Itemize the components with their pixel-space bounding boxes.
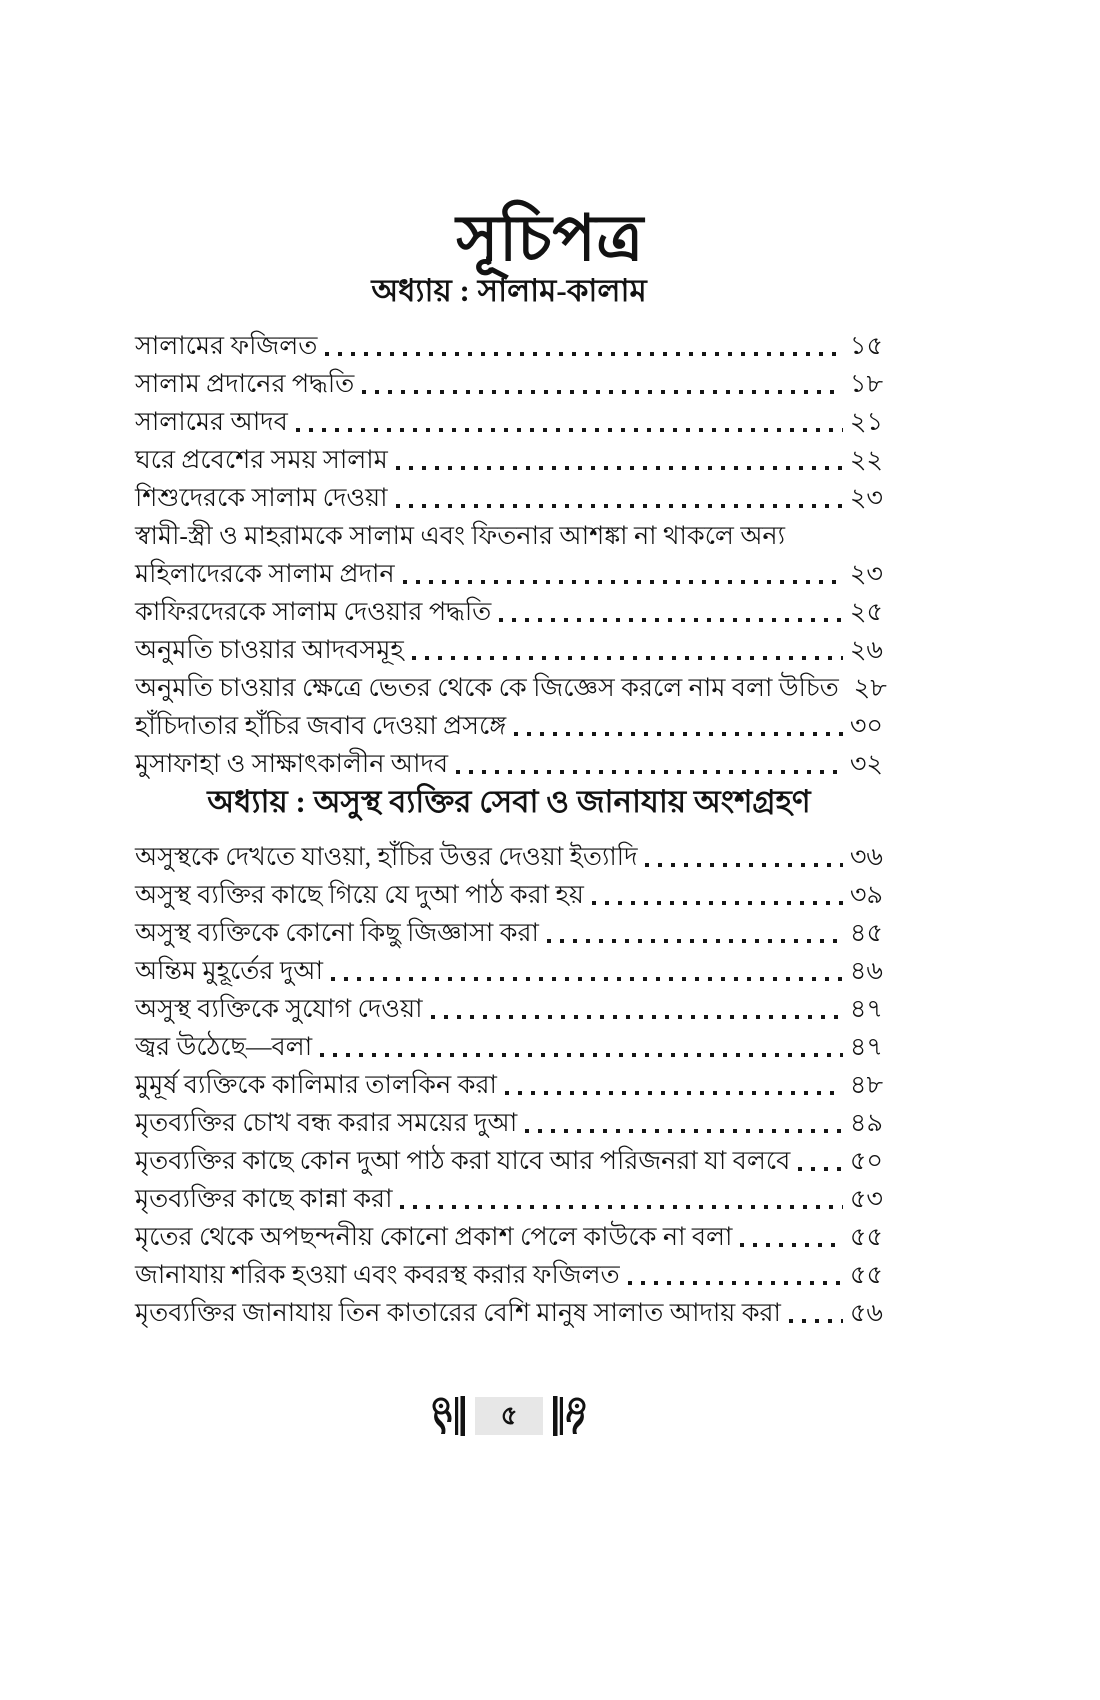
dot-leader [514, 732, 843, 736]
dot-leader [547, 939, 843, 943]
toc-list [135, 327, 887, 783]
dot-leader [431, 1015, 844, 1019]
toc-entry-label: মৃতের থেকে অপছন্দনীয় কোনো প্রকাশ পেলে কাউকে না বলা [135, 1221, 733, 1251]
toc-entry-label: মুসাফাহা ও সাক্ষাৎকালীন আদব [135, 748, 449, 778]
toc-entry-label: অনুমতি চাওয়ার আদবসমূহ [135, 634, 404, 664]
dot-leader [331, 977, 843, 981]
toc-sections [135, 272, 887, 1332]
toc-entry [135, 1028, 883, 1066]
toc-entry [135, 593, 883, 631]
toc-entry [135, 990, 883, 1028]
toc-entry-label: অসুস্থ ব্যক্তির কাছে গিয়ে যে দুআ পাঠ করা হয় [135, 879, 584, 909]
toc-entry-label: অসুস্থ ব্যক্তিকে সুযোগ দেওয়া [135, 993, 423, 1023]
toc-entry-page-number: ৪৫ [849, 917, 883, 947]
footer-page-number: ৫ [475, 1397, 544, 1435]
toc-entry [135, 1104, 883, 1142]
toc-entry-label: জ্বর উঠেছে—বলা [135, 1031, 313, 1061]
dot-leader [789, 1319, 843, 1323]
toc-entry-page-number: ৫০ [849, 1145, 883, 1175]
toc-entry [135, 1218, 883, 1256]
toc-entry-page-number: ৩০ [849, 710, 883, 740]
toc-entry [135, 1256, 883, 1294]
toc-entry [135, 914, 883, 952]
toc-entry-label: অন্তিম মুহূর্তের দুআ [135, 955, 323, 985]
toc-entry-label: মৃতব্যক্তির চোখ বন্ধ করার সময়ের দুআ [135, 1107, 518, 1137]
toc-list [135, 838, 883, 1332]
toc-entry [135, 403, 883, 441]
toc-entry [135, 1294, 883, 1332]
dot-leader [456, 770, 843, 774]
toc-entry-label: মুমূর্ষ ব্যক্তিকে কালিমার তালকিন করা [135, 1069, 497, 1099]
dot-leader [740, 1243, 843, 1247]
dot-leader [798, 1167, 843, 1171]
toc-entry [135, 631, 883, 669]
toc-entry-page-number: ৫৩ [849, 1183, 883, 1213]
toc-entry [135, 327, 883, 365]
toc-entry-label: অনুমতি চাওয়ার ক্ষেত্রে ভেতর থেকে কে জিজ্ঞেস করলে নাম বলা উচিত [135, 672, 839, 702]
dot-leader [628, 1281, 843, 1285]
toc-entry-label: সালামের আদব [135, 406, 288, 436]
dot-leader [499, 618, 843, 622]
toc-entry [135, 1180, 883, 1218]
toc-entry-page-number: ১৫ [849, 330, 883, 360]
toc-entry [135, 555, 883, 593]
dot-leader [403, 580, 843, 584]
toc-entry-first-line: স্বামী-স্ত্রী ও মাহরামকে সালাম এবং ফিতনার আশঙ্কা না থাকলে অন্য [135, 520, 786, 550]
page-title: সূচিপত্র [456, 203, 644, 274]
toc-entry-page-number: ২২ [849, 444, 883, 474]
toc-entry-page-number: ৪৭ [849, 1031, 883, 1061]
toc-entry [135, 365, 883, 403]
toc-entry-page-number: ৫৬ [849, 1297, 883, 1327]
toc-entry-page-number: ৩৯ [849, 879, 883, 909]
toc-entry-label: জানাযায় শরিক হওয়া এবং কবরস্থ করার ফজিলত [135, 1259, 620, 1289]
section-heading: অধ্যায় : সালাম-কালাম [371, 273, 647, 309]
toc-entry-page-number: ৩৬ [849, 841, 883, 871]
toc-entry-label: কাফিরদেরকে সালাম দেওয়ার পদ্ধতি [135, 596, 492, 626]
toc-entry-page-number: ৫৫ [849, 1259, 883, 1289]
dot-leader [412, 656, 843, 660]
toc-entry [135, 952, 883, 990]
toc-entry-page-number: ৩২ [849, 748, 883, 778]
toc-entry-label: হাঁচিদাতার হাঁচির জবাব দেওয়া প্রসঙ্গে [135, 710, 507, 740]
dot-leader [592, 901, 843, 905]
toc-entry-label: মৃতব্যক্তির জানাযায় তিন কাতারের বেশি মানুষ সালাত আদায় করা [135, 1297, 781, 1327]
toc-entry-page-number: ২৩ [849, 558, 883, 588]
toc-entry-page-number: ৪৮ [849, 1069, 883, 1099]
dot-leader [320, 1053, 843, 1057]
toc-entry [135, 707, 883, 745]
dot-leader [396, 466, 843, 470]
dot-leader [362, 390, 843, 394]
toc-entry-page-number: ৪৭ [849, 993, 883, 1023]
dot-leader [645, 863, 843, 867]
toc-entry-label: ঘরে প্রবেশের সময় সালাম [135, 444, 388, 474]
dot-leader [296, 428, 843, 432]
toc-entry-page-number: ৪৯ [849, 1107, 883, 1137]
section-heading: অধ্যায় : অসুস্থ ব্যক্তির সেবা ও জানাযায় অংশগ্রহণ [207, 783, 811, 819]
dot-leader [400, 1205, 843, 1209]
toc-entry-label: মৃতব্যক্তির কাছে কান্না করা [135, 1183, 393, 1213]
toc-entry-page-number: ৪৬ [849, 955, 883, 985]
toc-entry-label: শিশুদেরকে সালাম দেওয়া [135, 482, 388, 512]
toc-entry-page-number: ১৮ [849, 368, 883, 398]
dot-leader [525, 1129, 843, 1133]
toc-entry [135, 745, 883, 783]
footer-ornament-right-icon [553, 1396, 587, 1436]
toc-entry-page-number: ২৬ [849, 634, 883, 664]
dot-leader [396, 504, 843, 508]
toc-entry [135, 1142, 883, 1180]
toc-entry [135, 1066, 883, 1104]
dot-leader [505, 1091, 843, 1095]
toc-entry-page-number: ২৩ [849, 482, 883, 512]
toc-entry-label: মহিলাদেরকে সালাম প্রদান [135, 558, 395, 588]
toc-entry-page-number: ৫৫ [849, 1221, 883, 1251]
toc-entry-label: অসুস্থকে দেখতে যাওয়া, হাঁচির উত্তর দেওয়া ইত্যাদি [135, 841, 638, 871]
toc-entry-page-number: ২৮ [853, 672, 887, 702]
footer-ornament-left-icon [431, 1396, 465, 1436]
toc-entry [135, 441, 883, 479]
dot-leader [325, 352, 843, 356]
toc-entry-label: সালাম প্রদানের পদ্ধতি [135, 368, 355, 398]
toc-entry [135, 838, 883, 876]
toc-entry-label: অসুস্থ ব্যক্তিকে কোনো কিছু জিজ্ঞাসা করা [135, 917, 539, 947]
toc-entry [135, 479, 883, 517]
toc-entry [135, 876, 883, 914]
toc-entry-label: সালামের ফজিলত [135, 330, 318, 360]
toc-entry [135, 669, 887, 707]
toc-entry-page-number: ২১ [849, 406, 883, 436]
toc-entry-page-number: ২৫ [849, 596, 883, 626]
toc-entry-label: মৃতব্যক্তির কাছে কোন দুআ পাঠ করা যাবে আর পরিজনরা যা বলবে [135, 1145, 791, 1175]
page-footer [135, 1396, 883, 1436]
